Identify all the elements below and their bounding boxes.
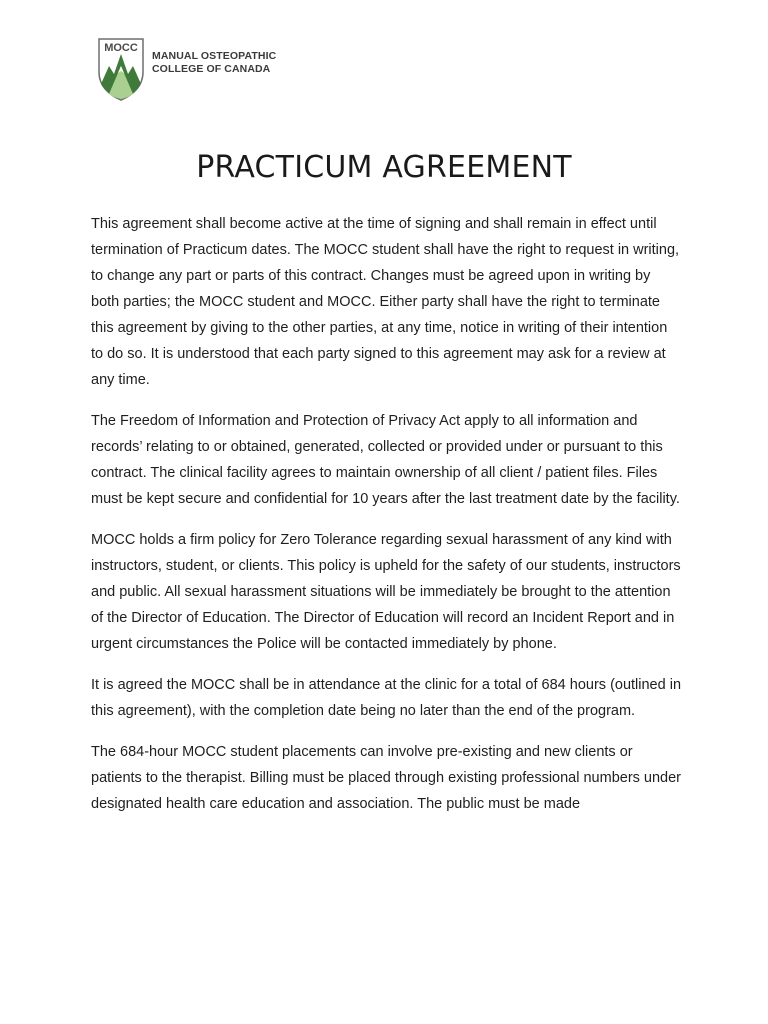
college-name-line2: COLLEGE OF CANADA	[152, 63, 271, 75]
agreement-body	[91, 211, 681, 832]
mocc-logo	[96, 36, 146, 102]
paragraph-activation: This agreement shall become active at the time of signing and shall remain in effect until termination of Practicum dates. The MOCC student shall have the right to request in writing, to change any part or parts of this contract. Changes must be agreed upon in writing by both parties; the MOCC student and MOCC. Either party shall have the right to terminate this agreement by giving to the other parties, at any time, notice in writing of their intention to do so. It is understood that each party signed to this agreement may ask for a review at any time.	[91, 216, 680, 388]
header	[96, 36, 276, 102]
paragraph-attendance: It is agreed the MOCC shall be in attendance at the clinic for a total of 684 hours (outlined in this agreement), with the completion date being no later than the end of the program.	[91, 677, 682, 719]
paragraph-harassment-policy: MOCC holds a firm policy for Zero Tolerance regarding sexual harassment of any kind with instructors, student, or clients. This policy is upheld for the safety of our students, instructors and public. All sexual harassment situations will be immediately be brought to the attention of the Director of Education. The Director of Education will record an Incident Report and in urgent circumstances the Police will be contacted immediately by phone.	[91, 532, 681, 652]
college-name	[152, 50, 276, 76]
paragraph-privacy: The Freedom of Information and Protection of Privacy Act apply to all information and records’ relating to or obtained, generated, collected or provided under or pursuant to this contract. The clinical facility agrees to maintain ownership of all client / patient files. Files must be kept secure and confidential for 10 years after the last treatment date by the facility.	[91, 413, 680, 507]
college-name-line1: MANUAL OSTEOPATHIC	[152, 50, 277, 62]
paragraph-placements: The 684-hour MOCC student placements can involve pre-existing and new clients or patients to the therapist. Billing must be placed through existing professional numbers under designated health care education and association. The public must be made	[91, 744, 682, 812]
document-title: PRACTICUM AGREEMENT	[196, 150, 572, 185]
logo-text: MOCC	[104, 42, 138, 54]
